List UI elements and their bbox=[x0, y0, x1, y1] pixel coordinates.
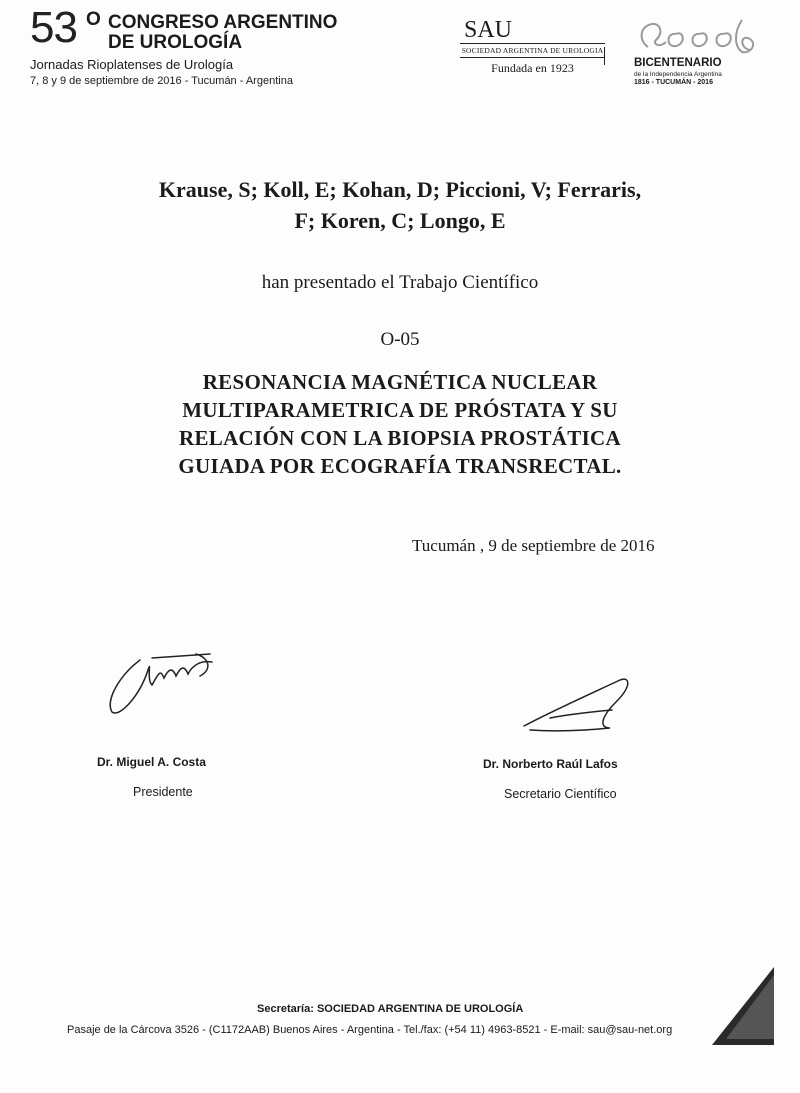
work-title bbox=[0, 368, 800, 480]
bicentenario-subtitle: de la Independencia Argentina bbox=[634, 71, 722, 78]
work-code: O-05 bbox=[380, 329, 420, 350]
bicentenario-logo-icon bbox=[630, 12, 780, 58]
footer-secretaria-label: Secretaría: bbox=[257, 1003, 314, 1015]
footer-secretaria bbox=[257, 1003, 523, 1015]
authors bbox=[0, 174, 800, 236]
congress-title-line2: DE UROLOGÍA bbox=[108, 32, 243, 53]
work-title-line: GUIADA POR ECOGRAFÍA TRANSRECTAL. bbox=[178, 454, 622, 478]
secretary-name: Dr. Norberto Raúl Lafos bbox=[483, 757, 618, 771]
secretary-role: Secretario Científico bbox=[504, 787, 617, 801]
president-role: Presidente bbox=[133, 785, 193, 799]
authors-line1: Krause, S; Koll, E; Kohan, D; Piccioni, V; Ferraris, bbox=[158, 177, 642, 202]
corner-triangle-icon bbox=[712, 967, 777, 1047]
authors-line2: F; Koren, C; Longo, E bbox=[294, 208, 506, 233]
sau-logo-letters: SAU bbox=[464, 17, 513, 43]
presented-text: han presentado el Trabajo Científico bbox=[261, 272, 539, 293]
sau-logo bbox=[460, 17, 605, 76]
place-date: Tucumán , 9 de septiembre de 2016 bbox=[412, 536, 655, 555]
president-name: Dr. Miguel A. Costa bbox=[97, 755, 206, 769]
congress-title-line1: CONGRESO ARGENTINO bbox=[108, 12, 338, 33]
footer-address: Pasaje de la Cárcova 3526 - (C1172AAB) Buenos Aires - Argentina - Tel./fax: (+54 11) 4963-8521 - E-mail: sau@sau-net.org bbox=[67, 1024, 673, 1036]
footer-secretaria-name: SOCIEDAD ARGENTINA DE UROLOGÍA bbox=[316, 1003, 524, 1015]
sau-founded: Fundada en 1923 bbox=[491, 61, 574, 75]
work-title-line: RESONANCIA MAGNÉTICA NUCLEAR bbox=[202, 370, 598, 394]
sau-name: SOCIEDAD ARGENTINA DE UROLOGIA bbox=[460, 43, 605, 58]
signature-secretary-icon bbox=[520, 672, 640, 742]
congress-dates: 7, 8 y 9 de septiembre de 2016 - Tucumán - Argentina bbox=[30, 75, 293, 87]
bicentenario-years: 1816 - TUCUMÁN - 2016 bbox=[634, 79, 713, 86]
work-title-line: MULTIPARAMETRICA DE PRÓSTATA Y SU bbox=[182, 398, 618, 422]
bicentenario-title: BICENTENARIO bbox=[634, 57, 722, 69]
congress-ordinal: O bbox=[86, 9, 101, 30]
jornadas-subtitle: Jornadas Rioplatenses de Urología bbox=[30, 57, 234, 72]
congress-number: 53 bbox=[30, 3, 77, 52]
signature-president-icon bbox=[100, 640, 230, 720]
work-title-line: RELACIÓN CON LA BIOPSIA PROSTÁTICA bbox=[179, 426, 621, 450]
